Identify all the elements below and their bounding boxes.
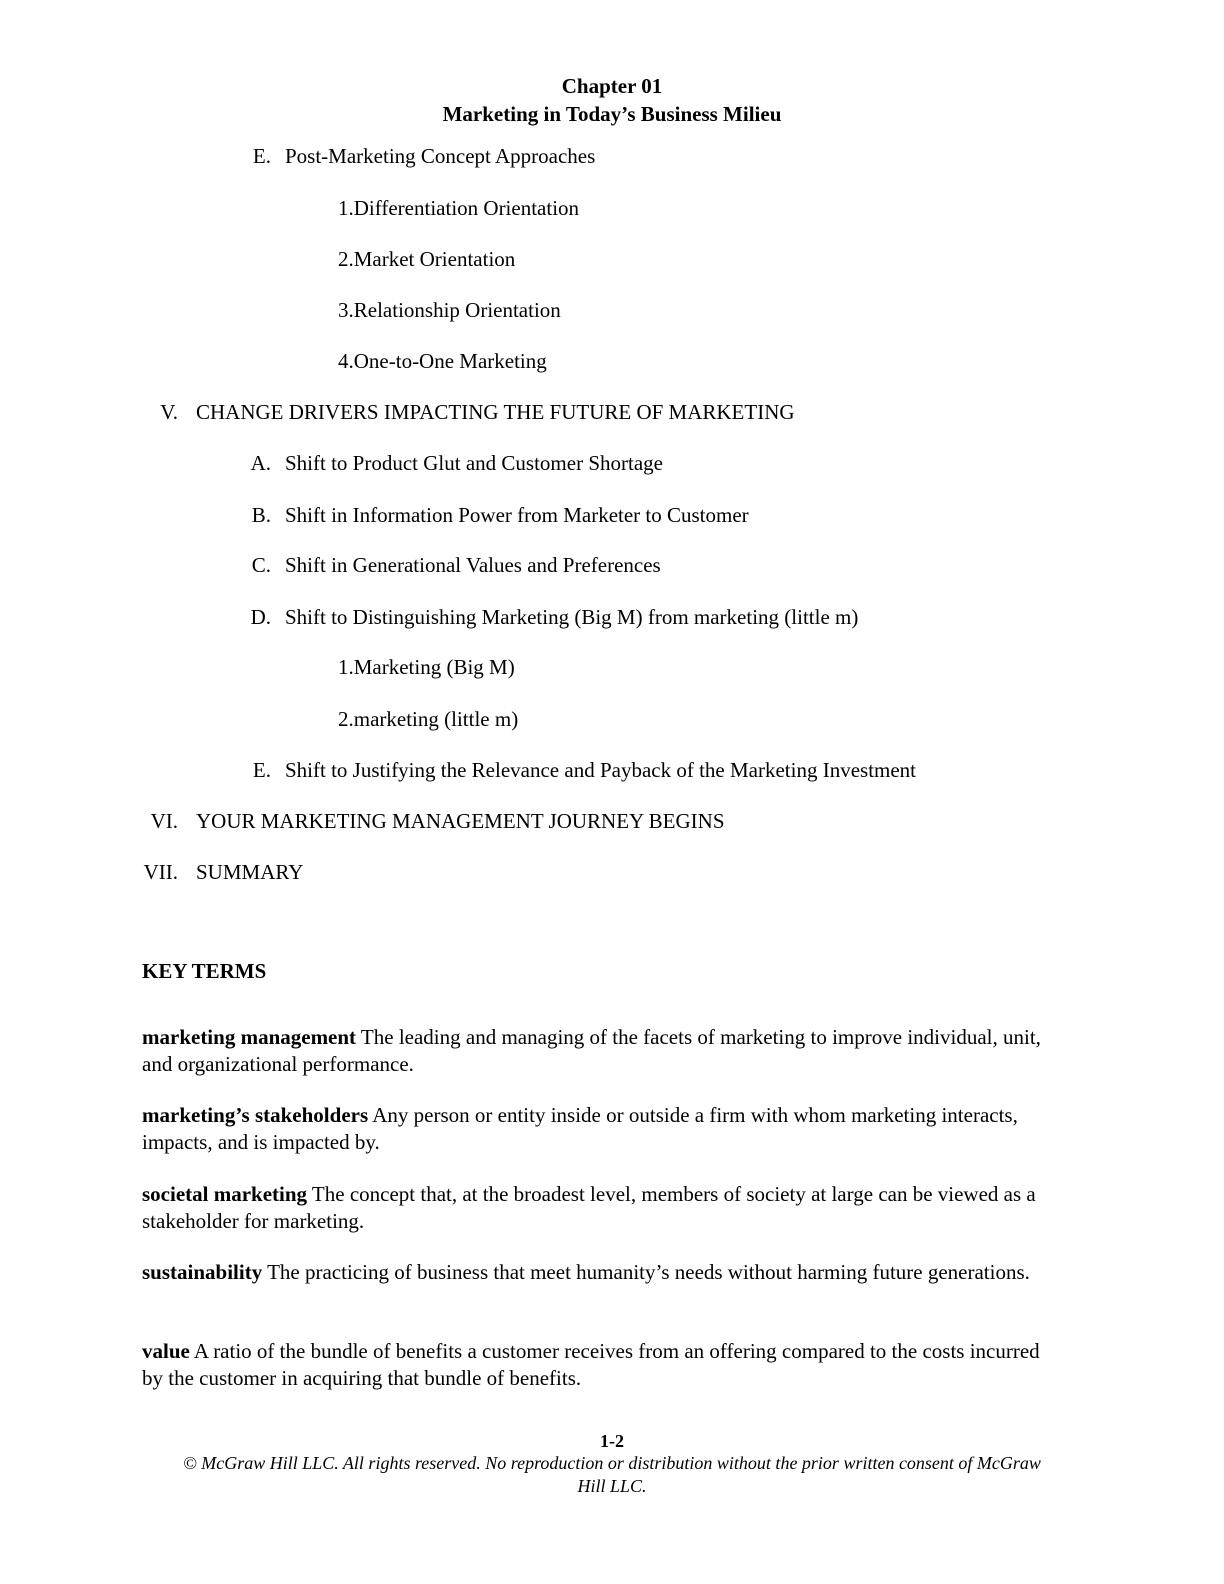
outline-marker: B. <box>251 503 271 527</box>
outline-text: Shift to Distinguishing Marketing (Big M) from marketing (little m) <box>285 605 859 629</box>
outline-subitem: 2.Market Orientation <box>338 247 516 271</box>
outline-subitem: 4.One-to-One Marketing <box>338 349 547 373</box>
key-term-definition: Any person or entity inside or outside a firm with whom marketing interacts, impacts, and is impacted by. <box>142 1103 1018 1154</box>
outline-text: Shift to Justifying the Relevance and Payback of the Marketing Investment <box>285 758 917 782</box>
key-term-name: societal marketing <box>142 1182 308 1206</box>
key-term-entry <box>142 1259 1052 1286</box>
outline-subitem: 2.marketing (little m) <box>338 707 519 731</box>
outline-text: CHANGE DRIVERS IMPACTING THE FUTURE OF MARKETING <box>196 400 795 424</box>
key-terms-heading: KEY TERMS <box>142 959 267 983</box>
key-term-name: marketing management <box>142 1025 357 1049</box>
key-term-entry <box>142 1181 1052 1235</box>
key-term-definition: The practicing of business that meet humanity’s needs without harming future generations. <box>262 1260 1030 1284</box>
outline-text: SUMMARY <box>196 860 304 884</box>
outline-subitem: 1.Differentiation Orientation <box>338 196 580 220</box>
page-number: 1-2 <box>600 1431 624 1451</box>
outline-text: Shift in Generational Values and Preferences <box>285 553 661 577</box>
outline-marker: E. <box>252 758 271 782</box>
outline-marker: E. <box>252 144 271 168</box>
outline-marker: D. <box>250 605 271 629</box>
key-term-definition: The leading and managing of the facets of marketing to improve individual, unit, and organizational performance. <box>142 1025 1041 1076</box>
key-term-name: value <box>142 1339 190 1363</box>
key-term-name: sustainability <box>142 1260 263 1284</box>
chapter-title: Marketing in Today’s Business Milieu <box>442 102 782 126</box>
outline-marker: V. <box>160 400 178 424</box>
outline-text: YOUR MARKETING MANAGEMENT JOURNEY BEGINS <box>196 809 725 833</box>
key-term-definition: A ratio of the bundle of benefits a customer receives from an offering compared to the costs incurred by the customer in acquiring that bundle of benefits. <box>142 1339 1040 1390</box>
copyright-notice: © McGraw Hill LLC. All rights reserved. No reproduction or distribution without the prior written consent of McGraw Hill LLC. <box>183 1453 1041 1496</box>
outline-text: Shift in Information Power from Marketer to Customer <box>285 503 749 527</box>
outline-marker: VII. <box>143 860 178 884</box>
key-term-entry <box>142 1338 1052 1392</box>
key-term-name: marketing’s stakeholders <box>142 1103 369 1127</box>
key-term-entry <box>142 1102 1052 1156</box>
key-term-entry <box>142 1024 1052 1078</box>
outline-marker: C. <box>251 553 271 577</box>
outline-text: Post-Marketing Concept Approaches <box>285 144 596 168</box>
outline-subitem: 3.Relationship Orientation <box>338 298 561 322</box>
outline-marker: VI. <box>150 809 178 833</box>
chapter-label: Chapter 01 <box>561 74 663 98</box>
outline-text: Shift to Product Glut and Customer Shortage <box>285 451 663 475</box>
outline-marker: A. <box>250 451 271 475</box>
key-term-definition: The concept that, at the broadest level, members of society at large can be viewed as a stakeholder for marketing. <box>142 1182 1036 1233</box>
outline-subitem: 1.Marketing (Big M) <box>338 655 515 679</box>
